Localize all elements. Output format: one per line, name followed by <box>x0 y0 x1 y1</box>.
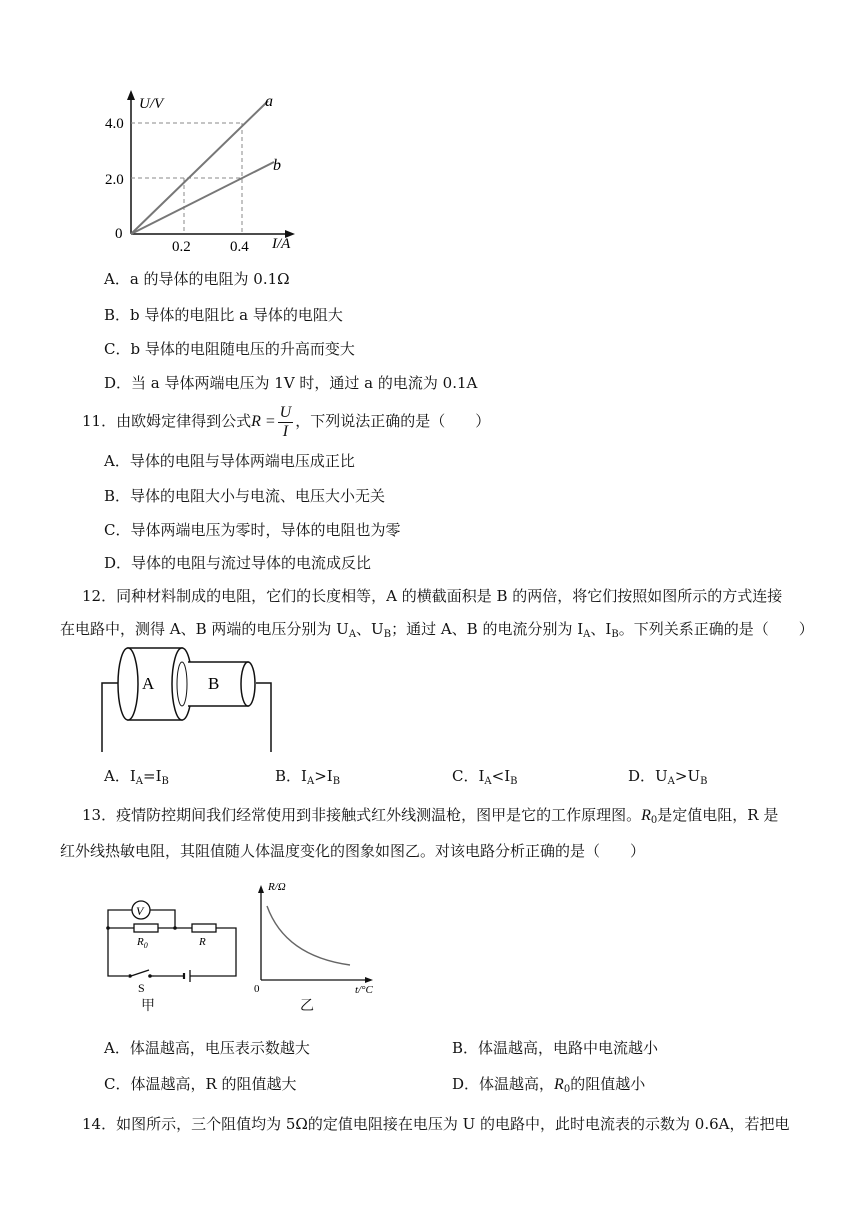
line-b <box>131 162 274 234</box>
line-b-label: b <box>273 157 281 174</box>
q13-option-c: C．体温越高，R 的阻值越大 <box>104 1075 297 1093</box>
q11-suffix: ，下列说法正确的是（ ） <box>295 412 491 430</box>
q12-option-a: A．$I_A=I_B$ <box>104 767 169 787</box>
q11-option-c: C．导体两端电压为零时，导体的电阻也为零 <box>104 521 401 539</box>
q11-option-d: D．导体的电阻与流过导体的电流成反比 <box>104 554 372 572</box>
q13-line-2: 红外线热敏电阻，其阻值随人体温度变化的图象如图乙。对该电路分析正确的是（ ） <box>60 842 646 860</box>
q13-option-a: A．体温越高，电压表示数越大 <box>104 1039 310 1057</box>
q10-option-c: C．b 导体的电阻随电压的升高而变大 <box>104 340 355 358</box>
rt-curve-figure <box>250 880 380 994</box>
switch-label: S <box>138 981 145 995</box>
r0-label: $R_0$ <box>137 936 148 950</box>
circuit-figure <box>98 888 248 998</box>
x-tick-04: 0.4 <box>230 239 249 253</box>
q12-line-1: 12．同种材料制成的电阻，它们的长度相等，A 的横截面积是 B 的两倍，将它们按照如图所示的方式连接 <box>82 587 783 605</box>
q11-fraction-num: U <box>279 403 292 421</box>
r-label: R <box>199 936 206 948</box>
q11-option-a: A．导体的电阻与导体两端电压成正比 <box>104 452 355 470</box>
line-a <box>131 101 268 234</box>
cylinder-a-label: A <box>142 674 155 693</box>
q11-prefix: 11．由欧姆定律得到公式 <box>82 412 252 430</box>
q12-option-c: C．$I_A<I_B$ <box>452 767 518 787</box>
line-a-label: a <box>265 93 273 110</box>
q12-line-2: 在电路中，测得 A、B 两端的电压分别为 $U_A$、$U_B$；通过 A、B 的电流分别为 $I_A$、$I_B$。下列关系正确的是（ ） <box>60 620 814 640</box>
q11-formula-lhs: R = <box>251 413 276 430</box>
q10-option-b: B．b 导体的电阻比 a 导体的电阻大 <box>104 306 343 324</box>
q11-option-b: B．导体的电阻大小与电流、电压大小无关 <box>104 487 386 505</box>
x-axis-label: I/A <box>272 236 291 252</box>
curve-caption: 乙 <box>300 998 314 1014</box>
q13-option-d: D．体温越高，$R_0$的阻值越小 <box>452 1075 646 1095</box>
circuit-caption: 甲 <box>141 998 155 1014</box>
switch-lever <box>131 970 149 976</box>
q10-option-d: D．当 a 导体两端电压为 1V 时，通过 a 的电流为 0.1A <box>104 374 478 392</box>
ui-graph <box>105 88 305 253</box>
cylinder-b-right-cap <box>241 662 255 706</box>
x-tick-02: 0.2 <box>172 239 191 253</box>
y-axis-label: U/V <box>139 96 164 112</box>
y-axis-arrow <box>127 90 135 100</box>
q11-fraction-den: I <box>282 422 289 440</box>
q12-option-d: D．$U_A>U_B$ <box>628 767 708 787</box>
q13-line-1: 13．疫情防控期间我们经常使用到非接触式红外线测温枪，图甲是它的工作原理图。$R_0$是定值电阻，R 是 <box>82 806 779 826</box>
q11-stem <box>82 402 490 441</box>
cylinder-a-left-cap <box>118 648 138 720</box>
q10-option-a: A．a 的导体的电阻为 0.1Ω <box>104 270 290 288</box>
y-tick-2: 2.0 <box>105 172 124 188</box>
q13-option-b: B．体温越高，电路中电流越小 <box>452 1039 659 1057</box>
cylinder-figure <box>98 644 278 756</box>
svg-text:t/°C: t/°C <box>355 984 373 994</box>
r0-resistor <box>134 924 158 932</box>
svg-text:R/Ω: R/Ω <box>268 881 286 893</box>
q11-fraction <box>278 404 294 441</box>
origin-label: 0 <box>115 226 123 242</box>
svg-text:0: 0 <box>254 983 260 994</box>
rt-curve <box>267 906 350 965</box>
svg-text:V: V <box>136 904 144 918</box>
q12-option-b: B．$I_A>I_B$ <box>275 767 341 787</box>
r-resistor <box>192 924 216 932</box>
y-tick-4: 4.0 <box>105 116 124 132</box>
q14-line-1: 14．如图所示，三个阻值均为 5Ω的定值电阻接在电压为 U 的电路中，此时电流表的示数为 0.6A，若把电 <box>82 1115 790 1133</box>
cylinder-b-label: B <box>208 674 220 693</box>
